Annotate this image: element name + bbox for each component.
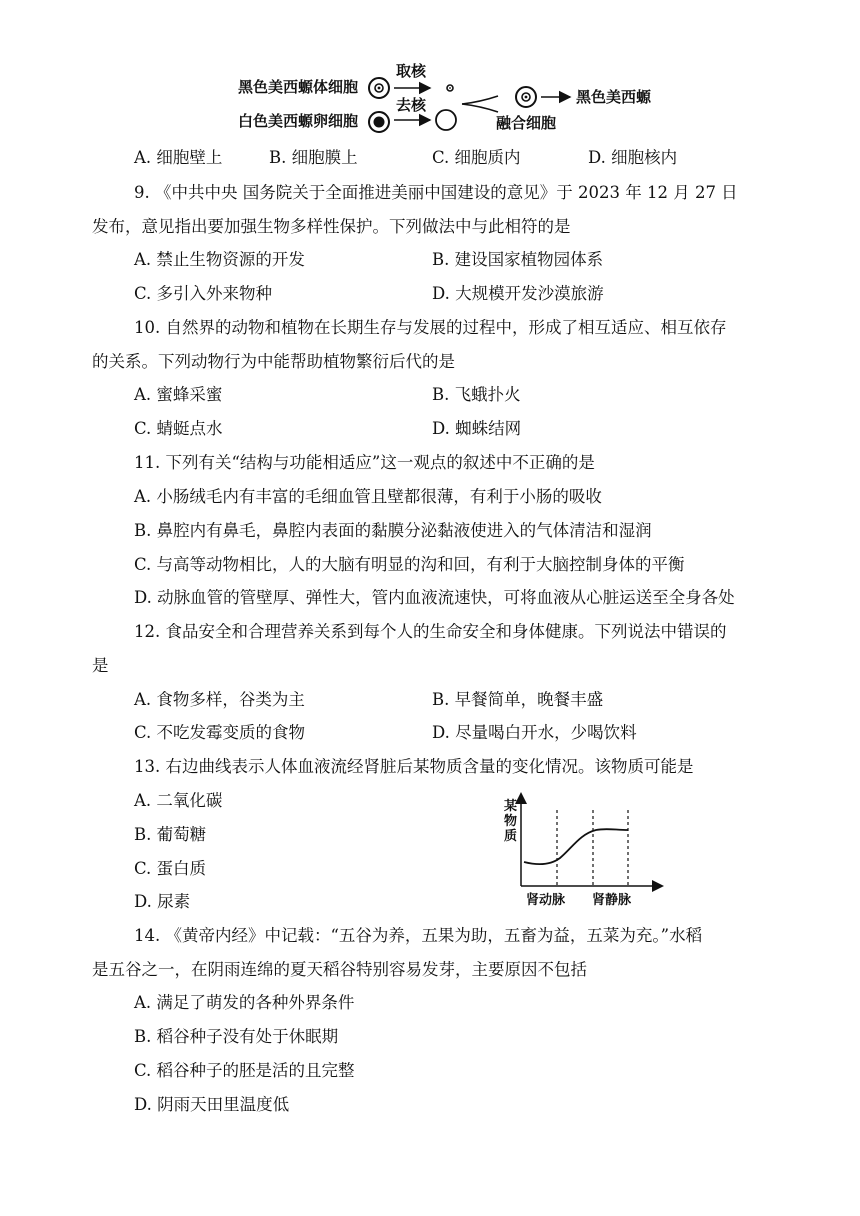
- q9-stem-line2: 发布，意见指出要加强生物多样性保护。下列做法中与此相符的是: [92, 217, 571, 236]
- remove-nucleus-label: 去核: [396, 96, 427, 114]
- q13-stem: 13. 右边曲线表示人体血液流经肾脏后某物质含量的变化情况。该物质可能是: [134, 757, 694, 776]
- q12-option-d: D. 尽量喝白开水，少喝饮料: [432, 723, 637, 742]
- q13-option-c: C. 蛋白质: [134, 859, 207, 878]
- graph-curve: [524, 829, 628, 864]
- q8-option-a: A. 细胞壁上: [134, 148, 223, 167]
- q10-stem-line2: 的关系。下列动物行为中能帮助植物繁衍后代的是: [92, 352, 455, 371]
- q12-stem-line1: 12. 食品安全和合理营养关系到每个人的生命安全和身体健康。下列说法中错误的: [134, 622, 727, 641]
- graph-ylabel: 某 物 质: [504, 799, 518, 844]
- enucleated-egg-icon: [436, 110, 456, 130]
- q14-option-c: C. 稻谷种子的胚是活的且完整: [134, 1061, 355, 1080]
- q9-option-d: D. 大规模开发沙漠旅游: [432, 284, 604, 303]
- q13-option-d: D. 尿素: [134, 892, 191, 911]
- q8-option-b: B. 细胞膜上: [269, 148, 358, 167]
- q14-option-d: D. 阴雨天田里温度低: [134, 1095, 290, 1114]
- graph-left-label: 肾动脉: [526, 893, 566, 908]
- q14-stem-line2: 是五谷之一，在阴雨连绵的夏天稻谷特别容易发芽，主要原因不包括: [92, 960, 587, 979]
- q11-option-d: D. 动脉血管的管壁厚、弹性大，管内血液流速快，可将血液从心脏运送至全身各处: [134, 588, 735, 607]
- q10-option-d: D. 蜘蛛结网: [432, 419, 522, 438]
- q10-option-c: C. 蜻蜓点水: [134, 419, 223, 438]
- q10-option-a: A. 蜜蜂采蜜: [134, 385, 223, 404]
- q10-option-b: B. 飞蛾扑火: [432, 385, 521, 404]
- q13-option-b: B. 葡萄糖: [134, 825, 207, 844]
- q14-option-a: A. 满足了萌发的各种外界条件: [134, 993, 355, 1012]
- black-somatic-cell-label: 黑色美西螈体细胞: [238, 78, 359, 96]
- q10-stem-line1: 10. 自然界的动物和植物在长期生存与发展的过程中，形成了相互适应、相互依存: [134, 318, 727, 337]
- q9-option-c: C. 多引入外来物种: [134, 284, 273, 303]
- q12-stem-line2: 是: [92, 656, 109, 675]
- q11-stem: 11. 下列有关“结构与功能相适应”这一观点的叙述中不正确的是: [134, 453, 595, 472]
- q12-option-b: B. 早餐简单，晚餐丰盛: [432, 690, 604, 709]
- fused-cell-label: 融合细胞: [496, 114, 557, 132]
- q9-stem-line1: 9. 《中共中央 国务院关于全面推进美丽中国建设的意见》于 2023 年 12 月 27 日: [134, 183, 738, 202]
- q8-nuclear-transfer-diagram: [230, 58, 690, 138]
- q13-option-a: A. 二氧化碳: [134, 791, 223, 810]
- result-label: 黑色美西螈: [576, 88, 652, 106]
- q8-option-c: C. 细胞质内: [432, 148, 521, 167]
- q8-option-d: D. 细胞核内: [588, 148, 678, 167]
- q13-kidney-graph: [500, 790, 665, 910]
- white-egg-cell-label: 白色美西螈卵细胞: [238, 112, 359, 130]
- take-nucleus-label: 取核: [396, 62, 427, 80]
- q14-option-b: B. 稻谷种子没有处于休眠期: [134, 1027, 339, 1046]
- q11-option-a: A. 小肠绒毛内有丰富的毛细血管且壁都很薄，有利于小肠的吸收: [134, 487, 602, 506]
- q9-option-a: A. 禁止生物资源的开发: [134, 250, 305, 269]
- q9-option-b: B. 建设国家植物园体系: [432, 250, 604, 269]
- q14-stem-line1: 14. 《黄帝内经》中记载：“五谷为养，五果为助，五畜为益，五菜为充。”水稻: [134, 926, 703, 945]
- q11-option-b: B. 鼻腔内有鼻毛，鼻腔内表面的黏膜分泌黏液使进入的气体清洁和湿润: [134, 521, 652, 540]
- graph-right-label: 肾静脉: [592, 893, 632, 908]
- q12-option-a: A. 食物多样，谷类为主: [134, 690, 305, 709]
- q12-option-c: C. 不吃发霉变质的食物: [134, 723, 306, 742]
- q11-option-c: C. 与高等动物相比，人的大脑有明显的沟和回，有利于大脑控制身体的平衡: [134, 555, 685, 574]
